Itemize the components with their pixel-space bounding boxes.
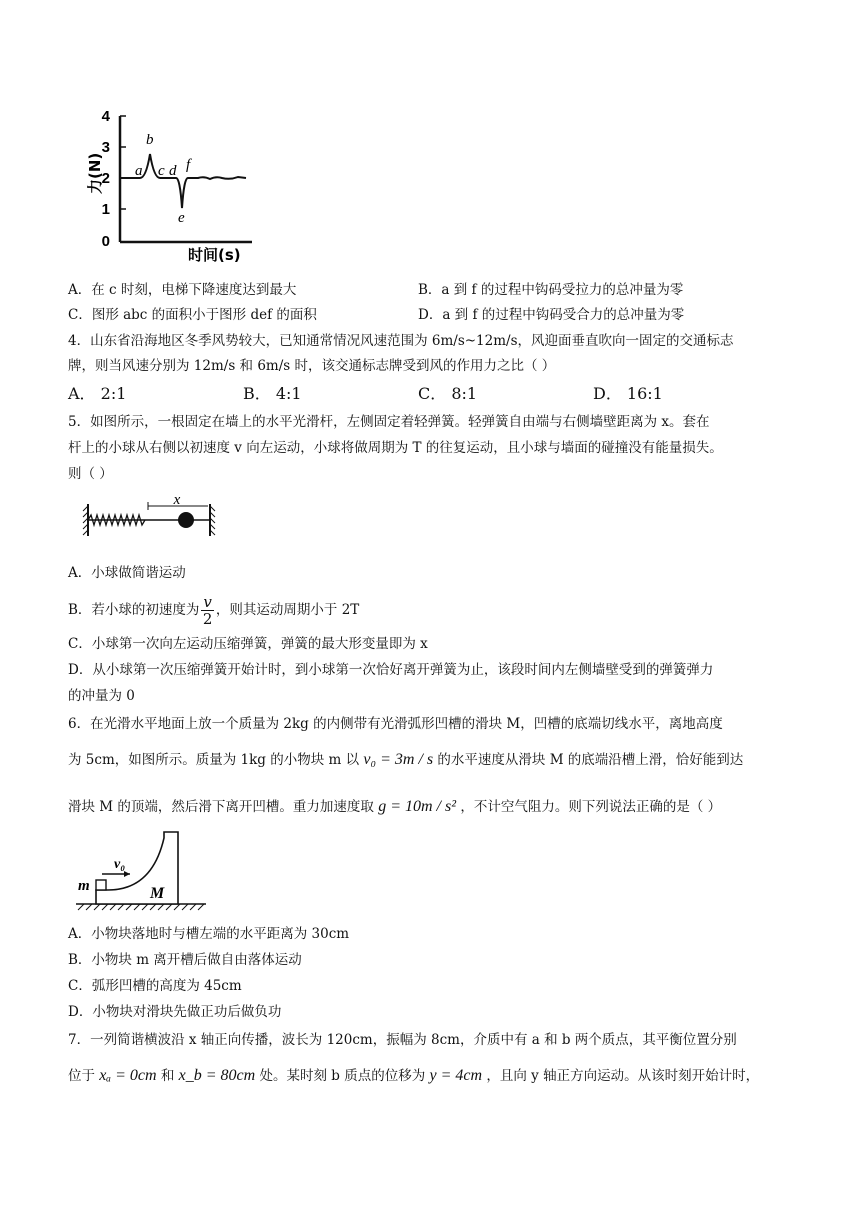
q4-option-b[interactable]: B． 4:1 [243, 384, 302, 403]
q6-stem-line-2 [68, 750, 743, 770]
point-a: a [135, 163, 143, 179]
q5-option-b-suffix: ，则其运动周期小于 2T [215, 602, 360, 618]
q5-option-b-prefix: B．若小球的初速度为 [68, 602, 200, 618]
q7-stem-line-2 [68, 1066, 759, 1086]
q5-stem-line-1: 5．如图所示，一根固定在墙上的水平光滑杆，左侧固定着轻弹簧。轻弹簧自由端与右侧墙壁距离为 x。套在 [68, 414, 710, 430]
distance-x-label: x [173, 492, 181, 508]
y-tick-4: 4 [101, 108, 110, 125]
q6-option-b[interactable]: B．小物块 m 离开槽后做自由落体运动 [68, 952, 302, 968]
q6-option-d[interactable]: D．小物块对滑块先做正功后做负功 [68, 1004, 282, 1020]
q6-stem-2-prefix: 为 5cm，如图所示。质量为 1kg 的小物块 m 以 [68, 752, 360, 768]
point-d: d [169, 163, 177, 179]
q7-stem-2-and: 和 [160, 1068, 175, 1084]
q5-stem-line-3: 则（ ） [68, 466, 113, 482]
point-c: c [158, 163, 165, 179]
gravity-equation: g = 10m / s² [378, 798, 457, 815]
spring-ball-figure [82, 492, 222, 544]
q7-stem-2-suffix: ，且向 y 轴正方向运动。从该时刻开始计时， [486, 1068, 760, 1084]
q4-option-d[interactable]: D． 16:1 [593, 384, 663, 403]
q6-stem-3-prefix: 滑块 M 的顶端，然后滑下离开凹槽。重力加速度取 [68, 799, 374, 815]
y-displacement-equation: y = 4cm [429, 1067, 483, 1084]
fraction-v-over-2 [201, 594, 213, 627]
q5-option-d-line-1[interactable]: D．从小球第一次压缩弹簧开始计时，到小球第一次恰好离开弹簧为止，该段时间内左侧墙壁受到的弹簧弹力 [68, 662, 714, 678]
y-tick-0: 0 [101, 233, 110, 250]
y-tick-3: 3 [101, 139, 110, 156]
q4-stem-line-2: 牌，则当风速分别为 12m/s 和 6m/s 时，该交通标志牌受到风的作用力之比（ ） [68, 358, 556, 374]
block-groove-figure [72, 828, 212, 916]
q6-stem-2-suffix: 的水平速度从滑块 M 的底端沿槽上滑，恰好能到达 [437, 752, 744, 768]
v0-label: v₀ [114, 857, 126, 872]
y-tick-2: 2 [101, 170, 110, 187]
q6-stem-line-3 [68, 797, 721, 817]
q7-stem-2-prefix: 位于 [68, 1068, 95, 1084]
xa-equation: xₐ = 0cm [99, 1067, 157, 1084]
q5-option-b[interactable] [68, 590, 359, 630]
q4-stem-line-1: 4．山东省沿海地区冬季风势较大，已知通常情况风速范围为 6m/s~12m/s，风迎面垂直吹向一固定的交通标志 [68, 333, 734, 349]
x-axis-label: 时间(s) [188, 246, 241, 264]
point-f: f [186, 157, 191, 173]
M-label: M [150, 885, 165, 902]
xb-equation: x_b = 80cm [178, 1067, 256, 1084]
q3-option-c[interactable]: C．图形 abc 的面积小于图形 def 的面积 [68, 307, 317, 323]
q4-option-a[interactable]: A． 2:1 [68, 384, 127, 403]
initial-velocity-equation: v₀ = 3m / s [363, 751, 434, 768]
q6-option-c[interactable]: C．弧形凹槽的高度为 45cm [68, 978, 242, 994]
q7-stem-2-middle: 处。某时刻 b 质点的位移为 [259, 1068, 426, 1084]
q4-option-c[interactable]: C． 8:1 [418, 384, 478, 403]
point-e: e [178, 210, 185, 226]
q5-stem-line-2: 杆上的小球从右侧以初速度 v 向左运动，小球将做周期为 T 的往复运动，且小球与墙面的碰撞没有能量损失。 [68, 440, 723, 456]
q3-option-a[interactable]: A．在 c 时刻，电梯下降速度达到最大 [68, 282, 297, 298]
point-b: b [146, 132, 154, 148]
q5-option-d-line-2[interactable]: 的冲量为 0 [68, 688, 135, 704]
q5-option-c[interactable]: C．小球第一次向左运动压缩弹簧，弹簧的最大形变量即为 x [68, 636, 428, 652]
m-label: m [78, 878, 90, 894]
force-time-graph [80, 104, 260, 264]
fraction-denominator: 2 [202, 609, 213, 628]
fraction-numerator: v [203, 592, 212, 611]
y-tick-1: 1 [101, 201, 110, 218]
y-axis-label: 力(N) [86, 152, 104, 194]
q3-option-d[interactable]: D．a 到 f 的过程中钩码受合力的总冲量为零 [418, 307, 685, 323]
q6-stem-line-1: 6．在光滑水平地面上放一个质量为 2kg 的内侧带有光滑弧形凹槽的滑块 M，凹槽的底端切线水平，离地高度 [68, 716, 723, 732]
q5-option-a[interactable]: A．小球做简谐运动 [68, 565, 186, 581]
q6-stem-3-suffix: ，不计空气阻力。则下列说法正确的是（ ） [460, 799, 722, 815]
q7-stem-line-1: 7．一列简谐横波沿 x 轴正向传播，波长为 120cm，振幅为 8cm，介质中有 a 和 b 两个质点，其平衡位置分别 [68, 1032, 737, 1048]
q6-option-a[interactable]: A．小物块落地时与槽左端的水平距离为 30cm [68, 926, 350, 942]
q3-option-b[interactable]: B．a 到 f 的过程中钩码受拉力的总冲量为零 [418, 282, 684, 298]
